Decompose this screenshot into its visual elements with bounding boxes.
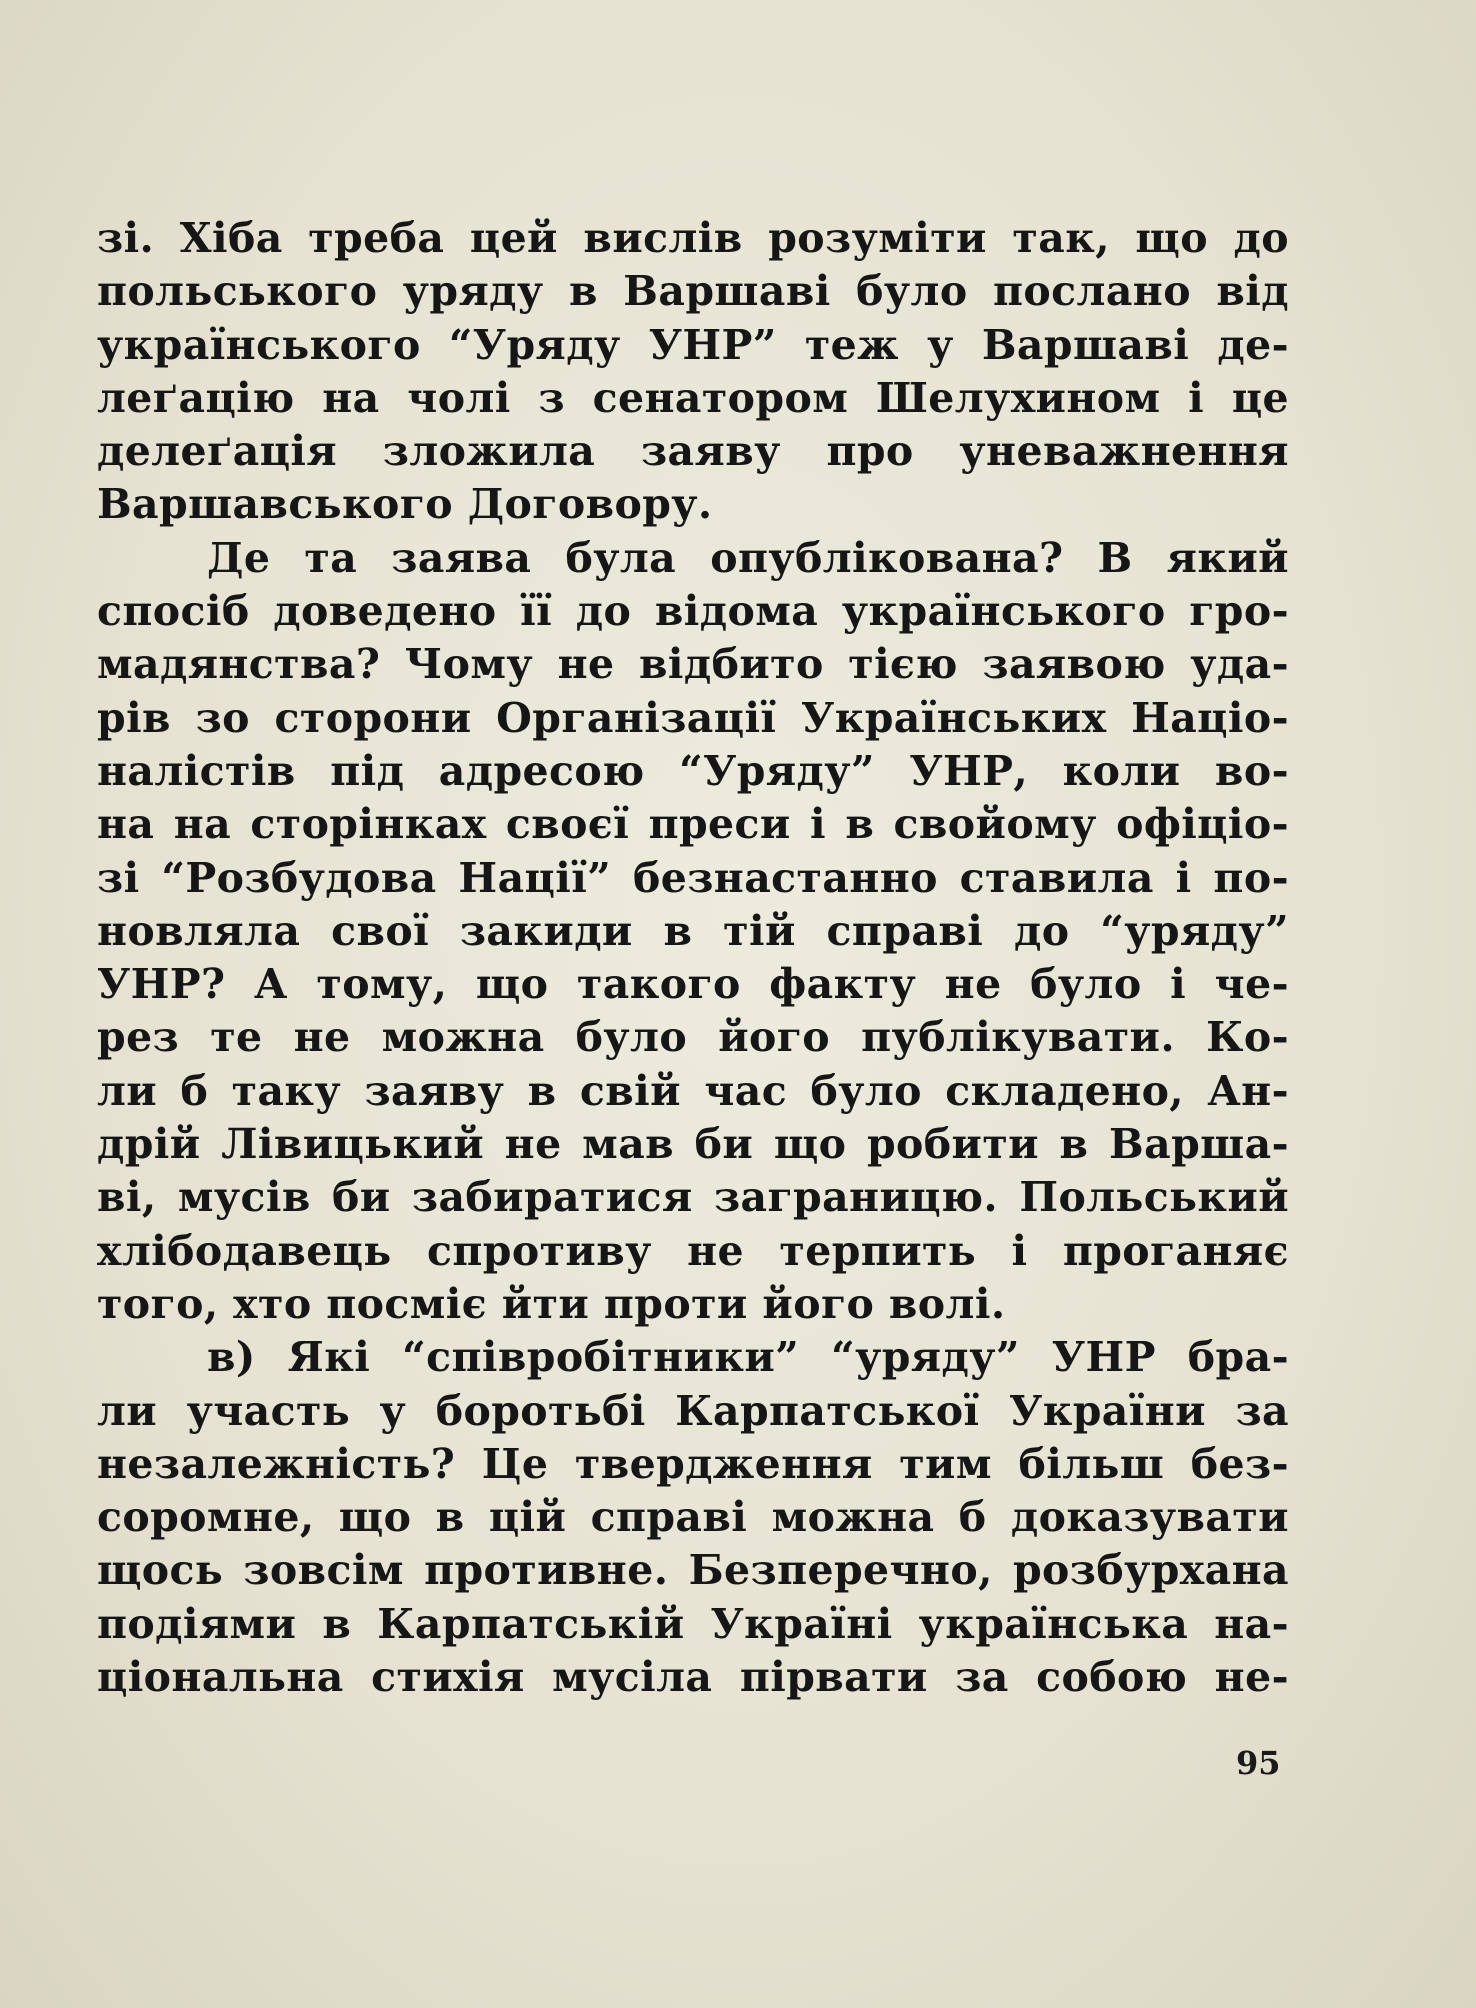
text-line: подіями в Карпатській Україні українська на- — [97, 1599, 1289, 1648]
text-line: зі “Розбудова Нації” безнастанно ставила і по- — [97, 853, 1289, 902]
text-line: рів зо сторони Організації Українських Націо- — [97, 693, 1289, 742]
text-line: рез те не можна було його публікувати. Ко- — [97, 1013, 1289, 1062]
text-line: ціональна стихія мусіла пірвати за собою не- — [97, 1653, 1289, 1702]
text-line: делеґація зложила заяву про уневажнення — [97, 427, 1289, 476]
text-line: УНР? А тому, що такого факту не було і че- — [97, 960, 1289, 1009]
text-line: ли б таку заяву в свій час було складено, Ан- — [97, 1066, 1289, 1115]
text-line: новляла свої закиди в тій справі до “уряду” — [97, 906, 1289, 955]
text-line: щось зовсім противне. Безперечно, розбурхана — [97, 1546, 1289, 1595]
text-line: леґацію на чолі з сенатором Шелухином і це — [97, 373, 1289, 422]
text-line: ли участь у боротьбі Карпатської України за — [97, 1386, 1289, 1435]
text-line: хлібодавець спротиву не терпить і проганяє — [97, 1226, 1289, 1275]
body-text — [97, 212, 1289, 1704]
text-line: польського уряду в Варшаві було послано від — [97, 267, 1289, 316]
text-line: соромне, що в цій справі можна б доказувати — [97, 1493, 1289, 1542]
text-line: мадянства? Чому не відбито тією заявою уда- — [97, 640, 1289, 689]
text-line: спосіб доведено її до відома українського гро- — [97, 587, 1289, 636]
text-line: дрій Лівицький не мав би що робити в Варша- — [97, 1120, 1289, 1169]
text-line: Варшавського Договору. — [97, 480, 713, 529]
text-line: в) Які “співробітники” “уряду” УНР бра- — [207, 1333, 1289, 1382]
text-line: українського “Уряду УНР” теж у Варшаві де- — [97, 320, 1289, 369]
text-line: незалежність? Це твердження тим більш без- — [97, 1439, 1289, 1488]
text-line: налістів під адресою “Уряду” УНР, коли во- — [97, 746, 1289, 795]
page-number: 95 — [1236, 1744, 1281, 1782]
text-line: того, хто посміє йти проти його волі. — [97, 1279, 1006, 1328]
text-line: зі. Хіба треба цей вислів розуміти так, що до — [97, 214, 1289, 262]
text-line: ві, мусів би забиратися заграницю. Польський — [97, 1173, 1289, 1222]
text-line: на на сторінках своєї преси і в свойому офіціо- — [97, 800, 1289, 849]
text-line: Де та заява була опублікована? В який — [207, 533, 1289, 582]
